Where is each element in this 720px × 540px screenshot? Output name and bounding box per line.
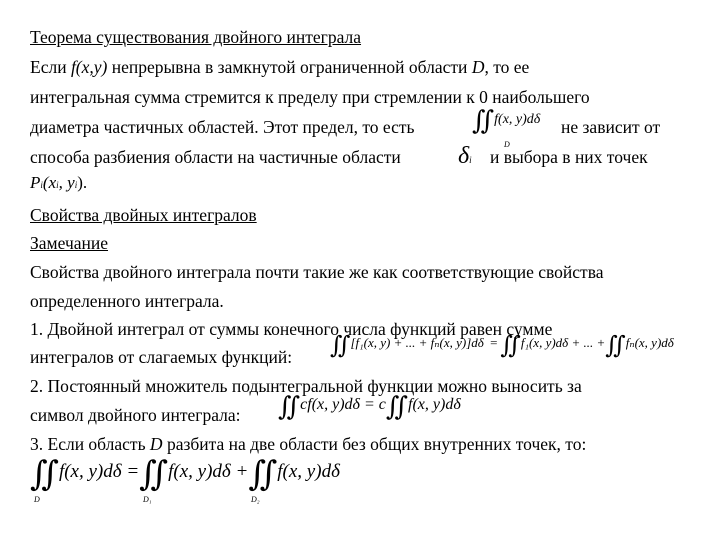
property-1-line-1: 1. Двойной интеграл от суммы конечного числа функций равен сумме (30, 319, 553, 339)
property-2-line-1: 2. Постоянный множитель подынтегральной функции можно выносить за (30, 376, 582, 396)
integral-domain-1: D₁ (143, 495, 152, 504)
sum-integrand: [f₁(x, y) + ... + fₙ(x, y)]dδ (350, 335, 484, 350)
theorem-line-3-end: не зависит от (561, 117, 661, 137)
theorem-line-3-start: диаметра частичных областей. Этот предел, то есть (30, 117, 415, 137)
integral-domain: D (504, 140, 510, 149)
property-2-line-2: символ двойного интеграла: (30, 405, 241, 425)
constant-integrand: cf(x, y)dδ = c (300, 396, 386, 413)
theorem-line-4-end: и выбора в них точек (490, 147, 648, 167)
delta-symbol: δ (458, 143, 470, 169)
subscript: i (469, 155, 472, 165)
sum-formula (330, 334, 674, 358)
last-term: fₙ(x, y)dδ (625, 335, 674, 350)
double-integral-sign: ∬ (500, 333, 521, 359)
double-integral-sign: ∬ (330, 333, 351, 359)
text-fragment: 3. Если область (30, 434, 150, 454)
theorem-line-4-start: способа разбиения области на частичные области (30, 147, 401, 167)
paren-close: ) (77, 173, 83, 192)
remark-heading: Замечание (30, 233, 109, 253)
x-coordinate: (x (42, 173, 57, 192)
integrand-plus: f(x, y)dδ + (168, 461, 249, 482)
integrand: f(x, y)dδ (277, 461, 340, 482)
integrand: f(x, y)dδ (408, 396, 461, 413)
text-fragment: , то ее (484, 57, 530, 77)
double-integral-sign: ∬ (472, 106, 495, 135)
theorem-title: Теорема существования двойного интеграла (30, 27, 362, 47)
double-integral-sign: ∬ (385, 392, 409, 421)
integral-domain: D (34, 495, 40, 504)
double-integral-sign: ∬ (605, 333, 626, 359)
double-integral-sign: ∬ (248, 456, 278, 493)
property-1-line-2: интегралов от слагаемых функций: (30, 347, 293, 367)
property-3-line-1 (30, 433, 586, 455)
integral-domain-2: D₂ (251, 495, 260, 504)
equals-sign: = (490, 335, 498, 350)
text-fragment: непрерывна в замкнутой ограниченной области (107, 57, 472, 77)
limit-integral-formula (472, 106, 541, 149)
integrand-equals: f(x, y)dδ = (58, 461, 140, 482)
domain-symbol: D (471, 57, 485, 77)
subscript: i (74, 180, 78, 190)
theorem-line-1 (30, 56, 529, 78)
first-term: f₁(x, y)dδ + ... + (520, 335, 606, 350)
function-symbol: f(x,y) (70, 57, 108, 77)
theorem-line-2: интегральная сумма стремится к пределу при стремлении к 0 наибольшего (30, 87, 590, 107)
text-fragment: Если (30, 57, 71, 77)
period: . (82, 173, 88, 192)
double-integral-sign: ∬ (30, 456, 59, 493)
integrand: f(x, y)dδ (494, 112, 541, 127)
point-symbol: P (30, 173, 41, 192)
delta-i-formula (458, 144, 472, 168)
additivity-formula (30, 456, 340, 504)
subscript: i (40, 180, 43, 190)
properties-heading: Свойства двойных интегралов (30, 205, 257, 225)
domain-symbol: D (149, 434, 163, 454)
text-fragment: разбита на две области без общих внутренних точек, то: (162, 434, 587, 454)
point-formula (30, 174, 87, 191)
double-integral-sign: ∬ (278, 392, 301, 421)
constant-factor-formula (278, 394, 461, 420)
subscript: i (56, 180, 59, 190)
remark-line-1: Свойства двойного интеграла почти такие же как соответствующие свойства (30, 262, 604, 282)
double-integral-sign: ∬ (139, 456, 169, 493)
y-coordinate: , y (58, 173, 75, 192)
remark-line-2: определенного интеграла. (30, 291, 224, 311)
